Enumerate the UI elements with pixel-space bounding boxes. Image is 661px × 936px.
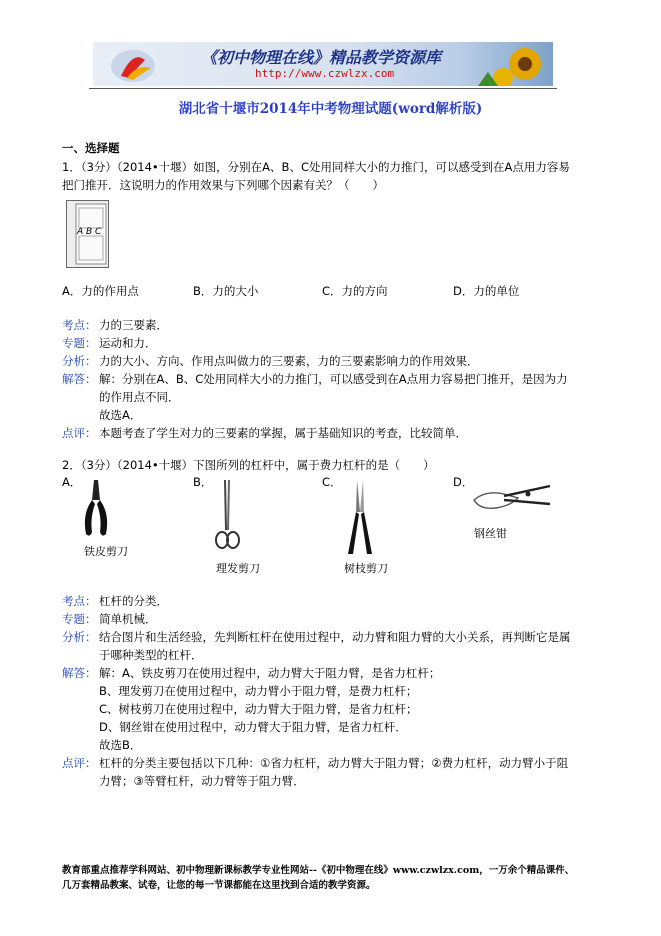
analysis-row <box>62 334 568 352</box>
wire-pliers-icon <box>470 478 554 518</box>
analysis-label: 点评： <box>62 756 97 770</box>
haircut-scissors-icon <box>212 478 242 552</box>
analysis-row <box>62 628 571 646</box>
analysis-text: B、理发剪刀在使用过程中，动力臂小于阻力臂，是费力杠杆； <box>99 684 418 698</box>
q2-caption-a: 铁皮剪刀 <box>84 545 128 558</box>
analysis-text: 解：A、铁皮剪刀在使用过程中，动力臂大于阻力臂，是省力杠杆； <box>99 666 441 680</box>
analysis-label: 专题： <box>62 612 97 626</box>
analysis-row <box>62 352 568 370</box>
analysis-label: 分析： <box>62 630 97 644</box>
q1-option-b: B．力的大小 <box>193 284 259 298</box>
analysis-text: 力臂；③等臂杠杆，动力臂等于阻力臂． <box>99 774 305 788</box>
q1-stem-line1: 1．（3分）（2014•十堰）如图，分别在A、B、C处用同样大小的力推门，可以感受到在A点用力容易 <box>62 160 570 174</box>
q1-option-a: A．力的作用点 <box>62 284 139 298</box>
analysis-text: C、树枝剪刀在使用过程中，动力臂大于阻力臂，是省力杠杆； <box>99 702 418 716</box>
analysis-row <box>62 592 571 610</box>
q2-caption-d: 钢丝钳 <box>474 527 507 540</box>
analysis-text: 的作用点不同． <box>99 390 180 404</box>
document-title: 湖北省十堰市2014年中考物理试题(word解析版) <box>178 101 483 117</box>
analysis-text: 于哪种类型的杠杆． <box>99 648 203 662</box>
door-label-c: C <box>95 227 102 237</box>
analysis-label: 考点： <box>62 318 97 332</box>
q1-option-c: C．力的方向 <box>322 284 388 298</box>
analysis-label: 解答： <box>62 372 97 386</box>
analysis-row <box>62 700 571 718</box>
tin-snips-icon <box>78 478 114 540</box>
analysis-text: 力的大小、方向、作用点叫做力的三要素，力的三要素影响力的作用效果． <box>99 354 479 368</box>
analysis-row <box>62 370 568 388</box>
analysis-row <box>62 646 571 664</box>
footer-line1: 教育部重点推荐学科网站、初中物理新课标教学专业性网站--《初中物理在线》www.czwlzx.com，一万余个精品课件、 <box>62 865 575 876</box>
analysis-label: 解答： <box>62 666 97 680</box>
analysis-row <box>62 772 571 790</box>
analysis-text: 本题考查了学生对力的三要素的掌握，属于基础知识的考查，比较简单． <box>99 426 467 440</box>
analysis-text: 解：分别在A、B、C处用同样大小的力推门，可以感受到在A点用力容易把门推开，是因为力 <box>99 372 568 386</box>
analysis-row <box>62 682 571 700</box>
analysis-row <box>62 406 568 424</box>
analysis-row <box>62 424 568 442</box>
q2-caption-b: 理发剪刀 <box>216 562 260 575</box>
section-heading: 一、选择题 <box>62 141 120 155</box>
analysis-text: 杠杆的分类． <box>99 594 168 608</box>
analysis-text: 故选B． <box>99 738 142 752</box>
analysis-label: 专题： <box>62 336 97 350</box>
analysis-row <box>62 736 571 754</box>
analysis-text: 简单机械． <box>99 612 157 626</box>
analysis-text: 力的三要素． <box>99 318 168 332</box>
analysis-row <box>62 610 571 628</box>
analysis-row <box>62 718 571 736</box>
q1-stem-line2: 把门推开．这说明力的作用效果与下列哪个因素有关？（ ） <box>62 178 384 192</box>
q2-stem: 2．（3分）（2014•十堰）下图所列的杠杆中，属于费力杠杆的是（ ） <box>62 458 435 472</box>
banner-url: http://www.czwlzx.com <box>255 67 395 80</box>
analysis-row <box>62 388 568 406</box>
q1-analysis <box>62 316 568 442</box>
door-label-b: B <box>86 227 93 237</box>
header-rule <box>89 88 557 89</box>
door-label-a: A <box>77 227 84 237</box>
analysis-row <box>62 754 571 772</box>
analysis-text: 故选A． <box>99 408 142 422</box>
q1-option-d: D．力的单位 <box>453 284 520 298</box>
q2-letter-d: D． <box>453 475 474 489</box>
banner-title: 《初中物理在线》精品教学资源库 <box>201 48 442 67</box>
analysis-text: D、钢丝钳在使用过程中，动力臂大于阻力臂，是省力杠杆． <box>99 720 407 734</box>
analysis-text: 结合图片和生活经验，先判断杠杆在使用过程中，动力臂和阻力臂的大小关系，再判断它是属 <box>99 630 571 644</box>
analysis-label: 点评： <box>62 426 97 440</box>
footer-line2: 几万套精品教案、试卷，让您的每一节课都能在这里找到合适的教学资源。 <box>62 880 376 891</box>
analysis-text: 杠杆的分类主要包括以下几种：①省力杠杆，动力臂大于阻力臂；②费力杠杆，动力臂小于阻 <box>99 756 569 770</box>
analysis-row <box>62 316 568 334</box>
analysis-label: 分析： <box>62 354 97 368</box>
pruning-shears-icon <box>342 478 378 556</box>
q2-letter-a: A． <box>62 475 82 489</box>
site-banner <box>93 42 553 86</box>
analysis-row <box>62 664 571 682</box>
q2-letter-b: B． <box>193 475 213 489</box>
analysis-label: 考点： <box>62 594 97 608</box>
door-figure <box>66 200 110 268</box>
q2-letter-c: C． <box>322 475 342 489</box>
q2-caption-c: 树枝剪刀 <box>344 562 388 575</box>
q2-analysis <box>62 592 571 790</box>
analysis-text: 运动和力． <box>99 336 157 350</box>
